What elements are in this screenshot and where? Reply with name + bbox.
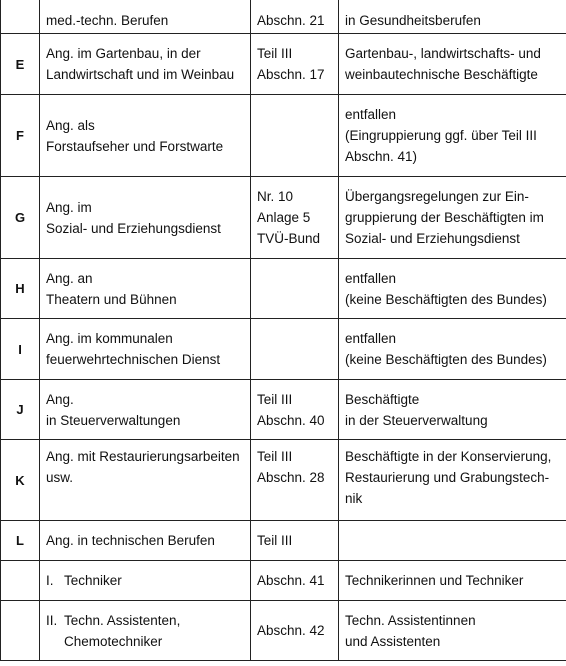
row-note: entfallen (Eingruppierung ggf. über Teil III Abschn. 41) [339, 95, 566, 177]
row-description-cell [40, 601, 251, 661]
row-description: Ang. in Steuerverwaltungen [40, 380, 251, 440]
table-row [1, 177, 566, 259]
row-description: Ang. in technischen Berufen [40, 521, 251, 561]
row-key [1, 561, 40, 601]
row-key: F [1, 95, 40, 177]
row-reference: Abschn. 21 [251, 0, 339, 34]
row-note: Beschäftigte in der Steuerverwaltung [339, 380, 566, 440]
row-reference [251, 259, 339, 319]
row-description: med.-techn. Berufen [40, 0, 251, 34]
table-row [1, 380, 566, 440]
row-key: L [1, 521, 40, 561]
row-note: Beschäftigte in der Konservierung, Restaurierung und Grabungstech- nik [339, 440, 566, 521]
table-row [1, 0, 566, 34]
row-description: Techniker [64, 573, 122, 588]
row-reference: Teil III [251, 521, 339, 561]
row-note: entfallen (keine Beschäftigten des Bundes) [339, 259, 566, 319]
row-reference: Teil III Abschn. 40 [251, 380, 339, 440]
row-key: E [1, 34, 40, 95]
row-note: Gartenbau-, landwirtschafts- und weinbautechnische Beschäftigte [339, 34, 566, 95]
row-note [339, 521, 566, 561]
sub-number: I. [46, 573, 54, 588]
row-description: Ang. im Sozial- und Erziehungsdienst [40, 177, 251, 259]
row-key [1, 0, 40, 34]
row-reference: Nr. 10 Anlage 5 TVÜ-Bund [251, 177, 339, 259]
row-note: Techn. Assistentinnen und Assistenten [339, 601, 566, 661]
row-note: entfallen (keine Beschäftigten des Bundes) [339, 319, 566, 380]
sub-number: II. [46, 612, 58, 628]
row-key: G [1, 177, 40, 259]
row-note: Technikerinnen und Techniker [339, 561, 566, 601]
table-row [1, 95, 566, 177]
row-description-cell [40, 561, 251, 601]
table-row [1, 34, 566, 95]
table-row [1, 561, 566, 601]
table-row [1, 319, 566, 380]
table-row [1, 440, 566, 521]
row-reference: Abschn. 42 [251, 601, 339, 661]
table-row [1, 521, 566, 561]
row-reference: Teil III Abschn. 17 [251, 34, 339, 95]
row-description: Techn. Assistenten, Chemotechniker [64, 612, 181, 649]
row-reference: Abschn. 41 [251, 561, 339, 601]
row-reference: Teil III Abschn. 28 [251, 440, 339, 521]
row-description: Ang. im Gartenbau, in der Landwirtschaft und im Weinbau [40, 34, 251, 95]
row-description: Ang. als Forstaufseher und Forstwarte [40, 95, 251, 177]
row-reference [251, 95, 339, 177]
row-key: J [1, 380, 40, 440]
row-key [1, 601, 40, 661]
row-description: Ang. mit Restaurierungsarbeiten usw. [40, 440, 251, 521]
row-key: I [1, 319, 40, 380]
row-key: K [1, 440, 40, 521]
table-row [1, 259, 566, 319]
row-reference [251, 319, 339, 380]
table-row [1, 601, 566, 661]
row-note: in Gesundheitsberufen [339, 0, 566, 34]
row-note: Übergangsregelungen zur Ein- gruppierung der Beschäftigten im Sozial- und Erziehungsdienst [339, 177, 566, 259]
row-description: Ang. im kommunalen feuerwehrtechnischen Dienst [40, 319, 251, 380]
row-key: H [1, 259, 40, 319]
row-description: Ang. an Theatern und Bühnen [40, 259, 251, 319]
